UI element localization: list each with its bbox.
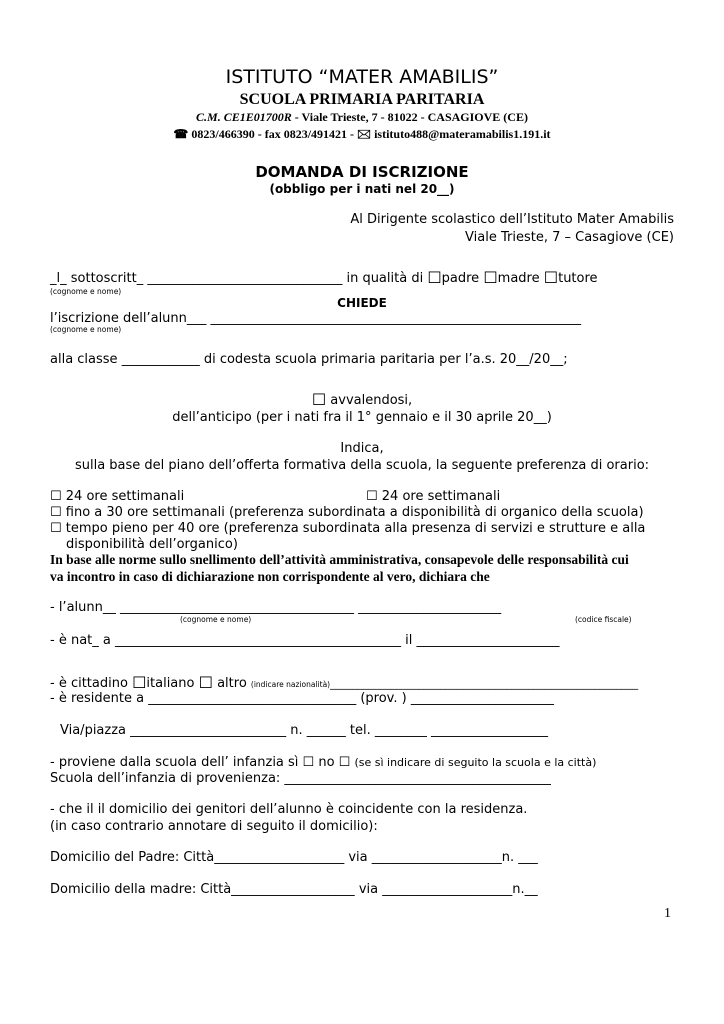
signatory-line	[50, 268, 598, 287]
hint-cognome-nome: (cognome e nome)	[50, 287, 122, 296]
piano-line: sulla base del piano dell’offerta formativa della scuola, la seguente preferenza di orario:	[74, 458, 650, 473]
form-title: DOMANDA DI ISCRIZIONE	[255, 163, 469, 181]
label-tutore: tutore	[558, 271, 598, 286]
nazionalita-field[interactable]: ________________________________________________________	[330, 677, 639, 690]
domicilio-madre-line[interactable]: Domicilio della madre: Città___________________ via ____________________n.__	[50, 882, 538, 897]
school-contacts	[0, 125, 724, 146]
hint-codice-fiscale: (codice fiscale)	[575, 615, 632, 624]
option-24-ore-a[interactable]: ☐ 24 ore settimanali	[50, 489, 185, 504]
option-tempo-pieno-cont: disponibilità dell’organico)	[66, 537, 238, 552]
label-padre: padre	[441, 271, 484, 286]
cittadino-line	[50, 673, 638, 692]
indica-heading: Indica,	[340, 441, 384, 456]
norme-line-1: In base alle norme sullo snellimento dell’attività amministrativa, consapevole delle responsabilità cui	[50, 552, 629, 567]
iscrizione-line[interactable]: l’iscrizione dell’alunn___ _________________________________________________________	[50, 311, 582, 326]
telephone-icon: ☎	[173, 127, 189, 141]
anticipo-line: dell’anticipo (per i nati fra il 1° gennaio e il 30 aprile 20__)	[172, 410, 552, 425]
school-address	[0, 110, 724, 125]
form-subtitle: (obbligo per i nati nel 20__)	[269, 182, 455, 196]
label-madre: madre	[497, 271, 544, 286]
nato-line[interactable]: - è nat_ a ____________________________________________ il ______________________	[50, 633, 560, 648]
email-address: istituto488@materamabilis1.191.it	[371, 127, 551, 141]
residente-line[interactable]: - è residente a ________________________________ (prov. ) ______________________	[50, 691, 554, 706]
label-italiano: italiano	[146, 676, 199, 691]
hint-nazionalita: (indicare nazionalità)	[250, 680, 331, 689]
avvalendosi-line	[0, 390, 724, 409]
checkbox-altro[interactable]: ☐	[198, 673, 213, 692]
domicilio-line-1: - che il il domicilio dei genitori dell’alunno è coincidente con la residenza.	[50, 802, 528, 817]
domicilio-line-2: (in caso contrario annotare di seguito il domicilio):	[50, 819, 378, 834]
classe-line[interactable]: alla classe ____________ di codesta scuola primaria paritaria per l’a.s. 20__/20__;	[50, 352, 568, 367]
label-avvalendosi: avvalendosi,	[326, 393, 413, 408]
option-tempo-pieno[interactable]: ☐ tempo pieno per 40 ore (preferenza subordinata alla presenza di servizi e strutture e alla	[50, 521, 646, 536]
school-street: - Viale Trieste, 7 - 81022 - CASAGIOVE (CE)	[291, 110, 528, 124]
checkbox-italiano[interactable]: ☐	[132, 673, 147, 692]
envelope-icon: 🖂	[357, 127, 372, 141]
cittadino-label: - è cittadino	[50, 676, 133, 691]
phone-fax: 0823/466390 - fax 0823/491421 -	[188, 127, 358, 141]
label-altro: altro	[212, 676, 251, 691]
checkbox-padre[interactable]: ☐	[427, 268, 442, 287]
page-number: 1	[664, 906, 671, 921]
via-line[interactable]: Via/piazza ________________________ n. ______ tel. ________ __________________	[60, 723, 549, 738]
hint-proviene: (se sì indicare di seguito la scuola e la città)	[354, 756, 597, 769]
school-code: C.M. CE1E01700R	[196, 110, 292, 124]
signatory-text: _l_ sottoscritt_ ______________________________ in qualità di	[50, 271, 428, 286]
alunno-line[interactable]: - l’alunn__ ____________________________________ ______________________	[50, 600, 502, 615]
hint-cognome-nome-2: (cognome e nome)	[50, 325, 122, 334]
school-type: SCUOLA PRIMARIA PARITARIA	[239, 91, 485, 108]
infanzia-line[interactable]: Scuola dell’infanzia di provenienza: _________________________________________	[50, 771, 551, 786]
option-24-ore-b[interactable]: ☐ 24 ore settimanali	[366, 489, 501, 504]
recipient-line-2: Viale Trieste, 7 – Casagiove (CE)	[465, 230, 674, 245]
hint-cognome-nome-3: (cognome e nome)	[180, 615, 252, 624]
checkbox-tutore[interactable]: ☐	[543, 268, 559, 287]
option-30-ore[interactable]: ☐ fino a 30 ore settimanali (preferenza subordinata a disponibilità di organico della scuola)	[50, 505, 644, 520]
institute-name: ISTITUTO “MATER AMABILIS”	[225, 66, 499, 88]
domicilio-padre-line[interactable]: Domicilio del Padre: Città____________________ via ____________________n. ___	[50, 850, 538, 865]
proviene-line	[50, 755, 596, 770]
proviene-text[interactable]: - proviene dalla scuola dell’ infanzia sì ☐ no ☐	[50, 755, 355, 770]
recipient-line-1: Al Dirigente scolastico dell’Istituto Mater Amabilis	[350, 212, 674, 227]
chiede-heading: CHIEDE	[337, 296, 387, 310]
checkbox-avvalendosi[interactable]: ☐	[311, 390, 327, 409]
norme-line-2: va incontro in caso di dichiarazione non corrispondente al vero, dichiara che	[50, 569, 490, 584]
checkbox-madre[interactable]: ☐	[483, 268, 498, 287]
